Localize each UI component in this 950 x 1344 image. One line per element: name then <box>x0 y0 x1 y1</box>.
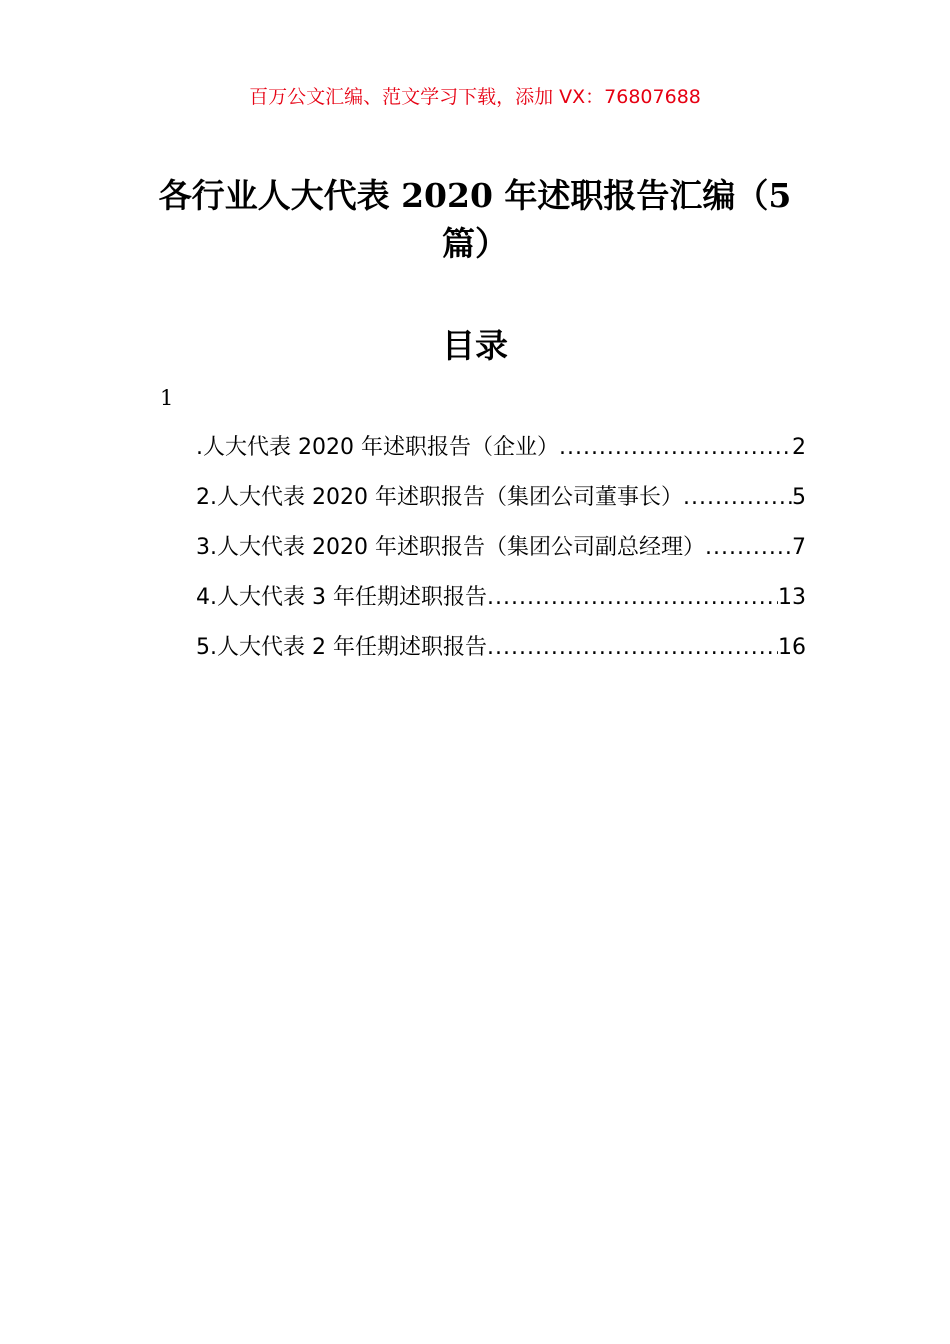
toc-dot-leader <box>487 630 778 666</box>
toc-dot-leader <box>559 430 792 466</box>
toc-entry-5[interactable] <box>196 630 806 680</box>
toc-entry-4[interactable] <box>196 580 806 630</box>
toc-entry-title: .人大代表 2020 年述职报告（企业） <box>196 435 559 460</box>
toc-entry-title: 5.人大代表 2 年任期述职报告 <box>196 635 487 660</box>
toc-entry-2[interactable] <box>196 480 806 530</box>
toc-dot-leader <box>487 580 778 616</box>
stray-page-number: 1 <box>160 386 174 410</box>
table-of-contents <box>196 430 806 680</box>
toc-entry-page: 13 <box>778 585 806 610</box>
toc-entry-title: 2.人大代表 2020 年述职报告（集团公司董事长） <box>196 485 683 510</box>
watermark-header-note: 百万公文汇编、范文学习下载，添加 VX：76807688 <box>249 86 701 108</box>
toc-entry-title: 4.人大代表 3 年任期述职报告 <box>196 585 487 610</box>
toc-entry-3[interactable] <box>196 530 806 580</box>
toc-entry-1[interactable] <box>196 430 806 480</box>
toc-entry-page: 16 <box>778 635 806 660</box>
toc-entry-page: 7 <box>792 535 806 560</box>
toc-entry-page: 2 <box>792 435 806 460</box>
toc-entry-page: 5 <box>792 485 806 510</box>
toc-heading: 目录 <box>442 326 508 365</box>
toc-dot-leader <box>705 530 792 566</box>
document-title: 各行业人大代表 2020 年述职报告汇编（5 篇） <box>158 176 792 263</box>
toc-entry-title: 3.人大代表 2020 年述职报告（集团公司副总经理） <box>196 535 705 560</box>
toc-dot-leader <box>683 480 792 516</box>
